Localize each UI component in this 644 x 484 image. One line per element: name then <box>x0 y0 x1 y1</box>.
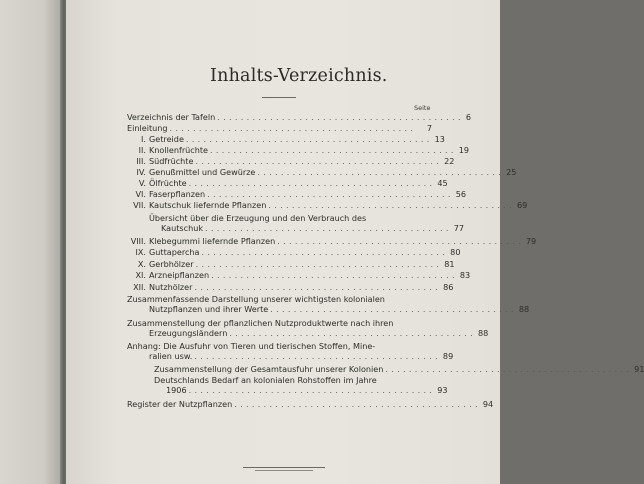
toc-entry: IV. Genußmittel und Gewürze .......................................... 25 <box>136 167 517 177</box>
toc-entry: Verzeichnis der Tafeln .......................................... 6 <box>127 112 472 122</box>
toc-entry: VII. Kautschuk liefernde Pflanzen .......................................... 69 <box>133 200 528 210</box>
bottom-rule <box>243 467 325 468</box>
toc-entry: IX. Guttapercha .......................................... 80 <box>135 247 461 257</box>
toc-entry: Deutschlands Bedarf an kolonialen Rohstoffen im Jahre 1906 .......................................... 93 <box>154 375 448 395</box>
left-page <box>0 0 62 484</box>
toc-entry: V. Ölfrüchte .......................................... 45 <box>138 178 448 188</box>
title-rule <box>262 97 296 98</box>
toc-entry: I. Getreide .......................................... 13 <box>141 134 445 144</box>
bottom-rule <box>255 470 313 471</box>
toc-entry: Zusammenfassende Darstellung unserer wichtigsten kolonialen Nutzpflanzen und ihrer Werte .......................................... 88 <box>127 294 530 314</box>
toc-entry: Register der Nutzpflanzen .......................................... 94 <box>127 399 494 409</box>
toc-entry: XI. Arzneipflanzen .......................................... 83 <box>135 270 471 280</box>
toc-entry: II. Knollenfrüchte .......................................... 19 <box>138 145 470 155</box>
toc-entry: Anhang: Die Ausfuhr von Tieren und tierischen Stoffen, Mine- ralien usw. .......................................... 89 <box>127 341 454 361</box>
toc-entry: VIII. Klebegummi liefernde Pflanzen .......................................... 79 <box>130 236 537 246</box>
page-title: Inhalts-Verzeichnis. <box>210 66 388 86</box>
toc-entry: Übersicht über die Erzeugung und den Verbrauch des Kautschuk .......................................... 77 <box>149 213 465 233</box>
toc-entry: X. Gerbhölzer .......................................... 81 <box>137 259 455 269</box>
toc-entry: Einleitung .......................................... 7 <box>127 123 432 133</box>
toc-entry: Zusammenstellung der pflanzlichen Nutzproduktwerte nach ihren Erzeugungsländern .......................................... 88 <box>127 318 489 338</box>
toc-entry: III. Südfrüchte .......................................... 22 <box>136 156 455 166</box>
toc-entry: Zusammenstellung der Gesamtausfuhr unserer Kolonien .......................................... 91 <box>154 364 644 374</box>
seite-label: Seite <box>414 104 431 112</box>
toc-entry: VI. Faserpflanzen .......................................... 56 <box>135 189 467 199</box>
toc-entry: XII. Nutzhölzer .......................................... 86 <box>133 282 454 292</box>
